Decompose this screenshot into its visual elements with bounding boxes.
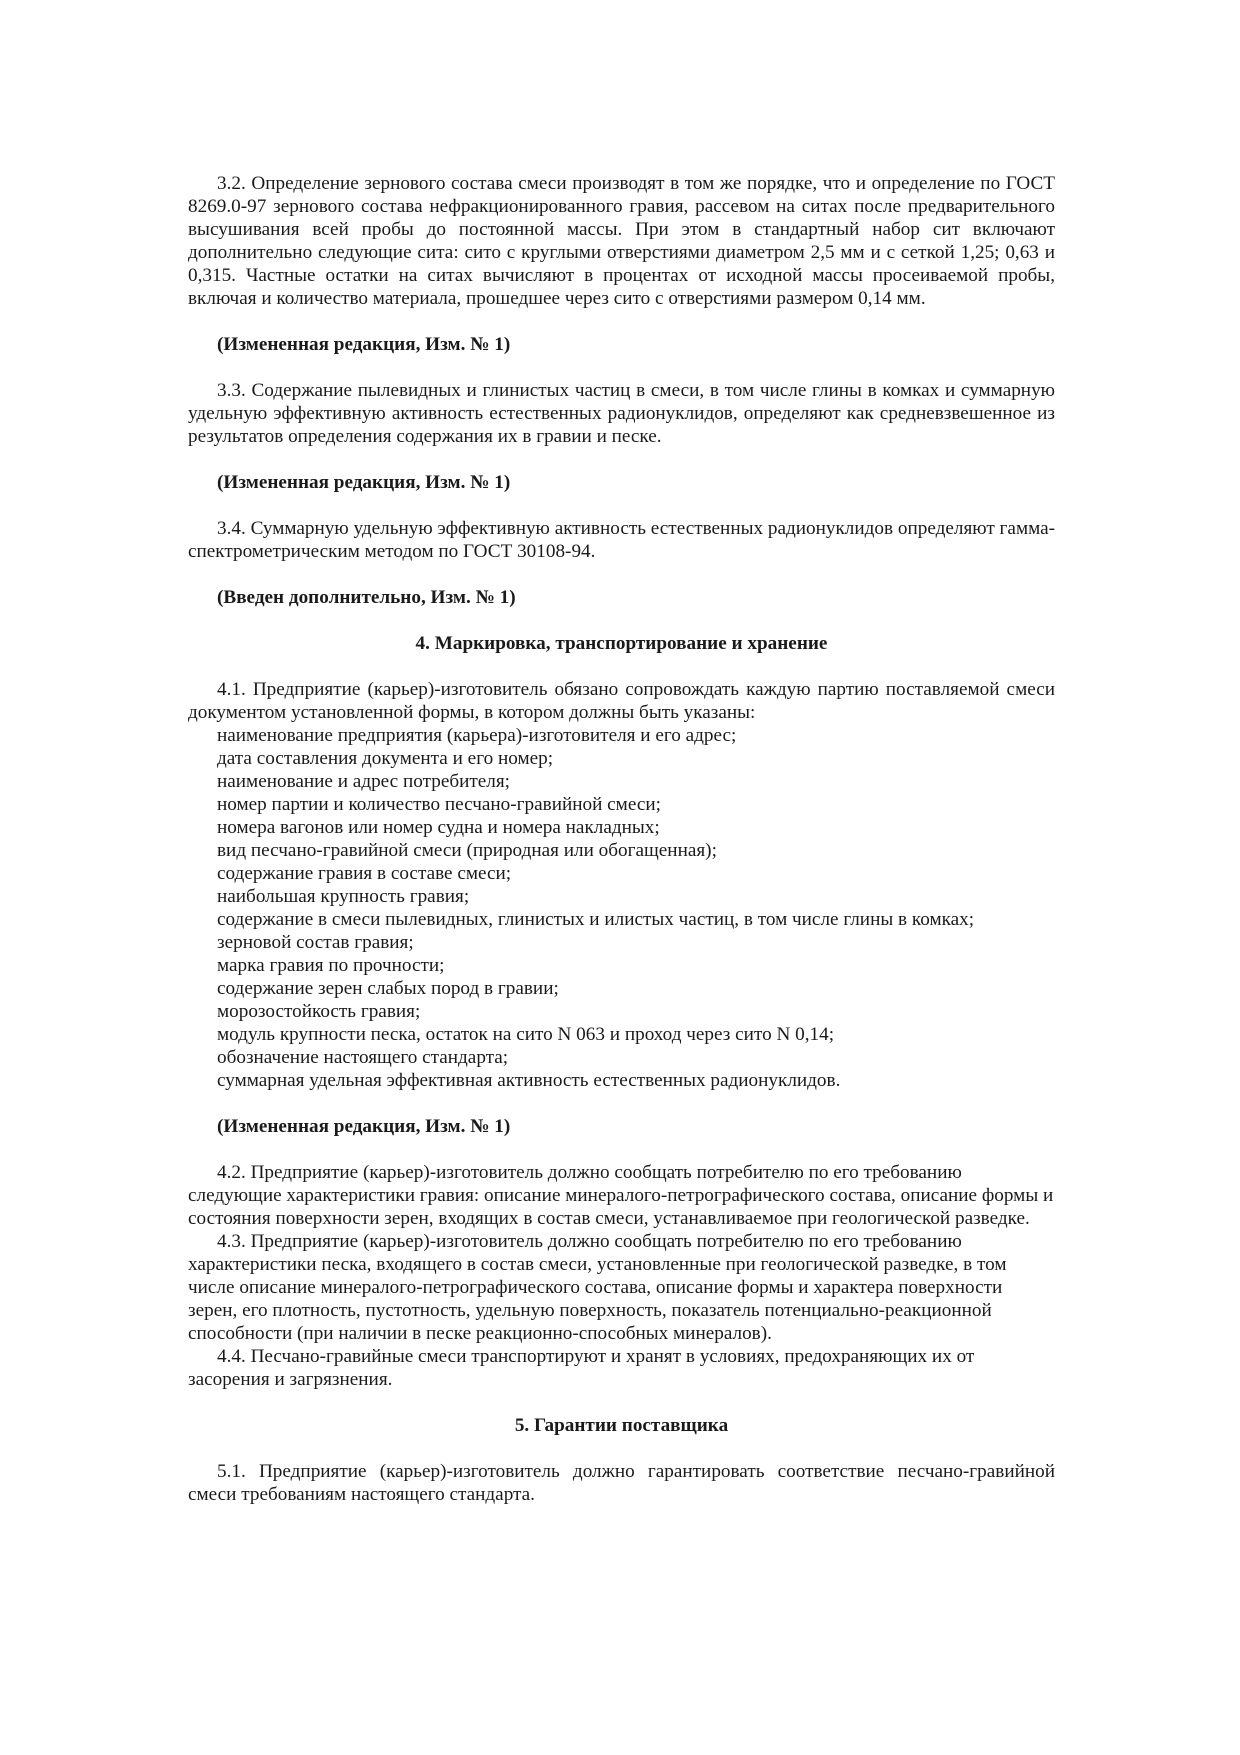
list-item: номера вагонов или номер судна и номера накладных; <box>217 817 660 838</box>
paragraph-5-1: 5.1. Предприятие (карьер)-изготовитель должно гарантировать соответствие песчано-гравийной смеси требованиям настоящего стандарта. <box>188 1461 1055 1505</box>
section-heading-4: 4. Маркировка, транспортирование и хранение <box>415 633 828 654</box>
paragraph-3-3: 3.3. Содержание пылевидных и глинистых частиц в смеси, в том числе глины в комках и суммарную удельную эффективную активность естественных радионуклидов, определяют как средневзвешенное из результатов определения содержания их в гравии и песке. <box>188 380 1055 447</box>
list-item: содержание гравия в составе смеси; <box>217 863 512 884</box>
amendment-note-3-2: (Измененная редакция, Изм. № 1) <box>217 334 511 355</box>
list-item: содержание в смеси пылевидных, глинистых и илистых частиц, в том числе глины в комках; <box>217 909 975 930</box>
paragraph-3-2: 3.2. Определение зернового состава смеси производят в том же порядке, что и определение по ГОСТ 8269.0-97 зернового состава нефракционированного гравия, рассевом на ситах после предварительного высушивания всей пробы до постоянной массы. При этом в стандартный набор сит включают дополнительно следующие сита: сито с круглыми отверстиями диаметром 2,5 мм и с сеткой 1,25; 0,63 и 0,315. Частные остатки на ситах вычисляют в процентах от исходной массы просеиваемой пробы, включая и количество материала, прошедшее через сито с отверстиями размером 0,14 мм. <box>188 173 1055 309</box>
required-info-list <box>188 724 1055 1092</box>
section-heading-5: 5. Гарантии поставщика <box>514 1415 729 1436</box>
list-item: марка гравия по прочности; <box>217 955 445 976</box>
paragraph-4-1: 4.1. Предприятие (карьер)-изготовитель обязано сопровождать каждую партию поставляемой смеси документом установленной формы, в котором должны быть указаны: <box>188 679 1055 723</box>
list-item: морозостойкость гравия; <box>217 1001 421 1022</box>
list-item: наименование и адрес потребителя; <box>217 771 510 792</box>
amendment-note-3-3: (Измененная редакция, Изм. № 1) <box>217 472 511 493</box>
list-item: вид песчано-гравийной смеси (природная или обогащенная); <box>217 840 717 861</box>
list-item: дата составления документа и его номер; <box>217 748 554 769</box>
list-item: наименование предприятия (карьера)-изготовителя и его адрес; <box>217 725 737 746</box>
amendment-note-4-1: (Измененная редакция, Изм. № 1) <box>217 1116 511 1137</box>
list-item: наибольшая крупность гравия; <box>217 886 470 907</box>
amendment-note-3-4: (Введен дополнительно, Изм. № 1) <box>217 587 516 608</box>
document-page <box>188 172 1055 1506</box>
list-item: зерновой состав гравия; <box>217 932 414 953</box>
list-item: номер партии и количество песчано-гравийной смеси; <box>217 794 661 815</box>
list-item: модуль крупности песка, остаток на сито N 063 и проход через сито N 0,14; <box>217 1024 835 1045</box>
list-item: обозначение настоящего стандарта; <box>217 1047 509 1068</box>
paragraph-4-4: 4.4. Песчано-гравийные смеси транспортируют и хранят в условиях, предохраняющих их от засорения и загрязнения. <box>188 1346 975 1390</box>
paragraph-4-3: 4.3. Предприятие (карьер)-изготовитель должно сообщать потребителю по его требованию характеристики песка, входящего в состав смеси, установленные при геологической разведке, в том числе описание минералого-петрографического состава, описание формы и характера поверхности зерен, его плотность, пустотность, удельную поверхность, показатель потенциально-реакционной способности (при наличии в песке реакционно-способных минералов). <box>188 1231 1007 1344</box>
list-item: суммарная удельная эффективная активность естественных радионуклидов. <box>217 1070 841 1091</box>
paragraph-3-4: 3.4. Суммарную удельную эффективную активность естественных радионуклидов определяют гамма-спектрометрическим методом по ГОСТ 30108-94. <box>188 518 1055 562</box>
paragraph-4-2: 4.2. Предприятие (карьер)-изготовитель должно сообщать потребителю по его требованию следующие характеристики гравия: описание минералого-петрографического состава, описание формы и состояния поверхности зерен, входящих в состав смеси, устанавливаемое при геологической разведке. <box>188 1162 1054 1229</box>
list-item: содержание зерен слабых пород в гравии; <box>217 978 559 999</box>
